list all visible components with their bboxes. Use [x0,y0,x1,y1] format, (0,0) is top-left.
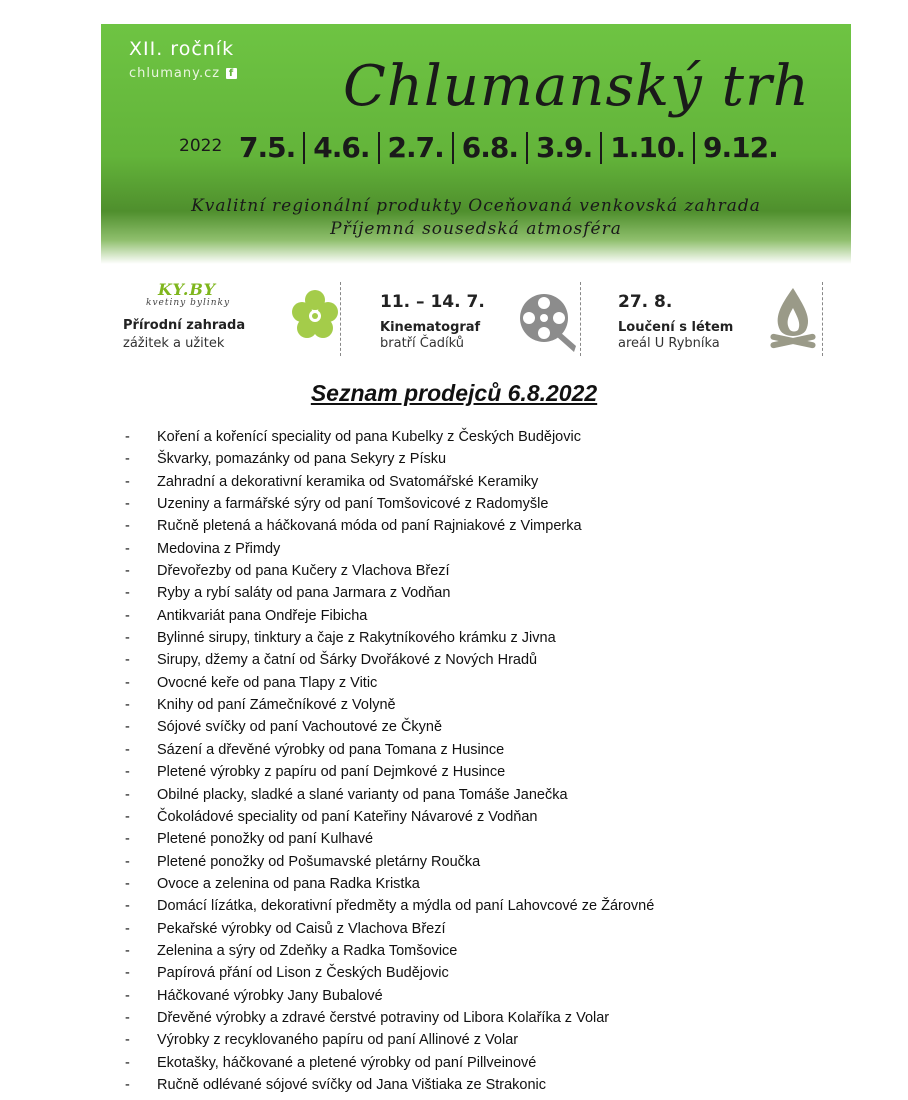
market-date: 3.9. [526,132,600,164]
market-date: 1.10. [600,132,693,164]
vendor-text: Háčkované výrobky Jany Bubalové [157,987,383,1004]
market-date: 4.6. [303,132,377,164]
vendor-text: Pletené ponožky od paní Kulhavé [157,831,374,848]
market-dates [239,132,786,164]
edition-label: XII. ročník [129,38,235,60]
vendor-text: Dřevěné výrobky a zdravé čerstvé potraviny od Libora Kolaříka z Volar [157,1009,610,1026]
event-garden [118,278,338,360]
list-bullet: - [125,697,130,714]
vendor-text: Pekařské výrobky od Caisů z Vlachova Březí [157,920,446,937]
list-bullet: - [125,1009,130,1026]
slogan-line-1: Kvalitní regionální produkty Oceňovaná venkovská zahrada [191,196,761,216]
website-link[interactable] [129,66,237,81]
page-title: Seznam prodejců 6.8.2022 [310,380,598,406]
kyby-logo: KY.BY [158,280,217,299]
divider [340,282,341,356]
list-bullet: - [125,496,130,513]
list-bullet: - [125,585,130,602]
events-strip [118,278,838,360]
vendor-text: Domácí lízátka, dekorativní předměty a mýdla od paní Lahovcové ze Žárovné [157,898,655,915]
list-bullet: - [125,831,130,848]
banner-year: 2022 [179,136,223,156]
vendor-text: Ovoce a zelenina od pana Radka Kristka [157,875,420,892]
event-date: 27. 8. [618,292,673,312]
vendor-text: Ryby a rybí saláty od pana Jarmara z Vodňan [157,585,451,602]
event-subtitle: bratří Čadíků [380,336,465,351]
list-bullet: - [125,875,130,892]
event-title: Loučení s létem [618,320,734,335]
list-bullet: - [125,853,130,870]
vendor-text: Zahradní a dekorativní keramika od Svatomářské Keramiky [157,473,539,490]
vendor-text: Pletené výrobky z papíru od paní Dejmkové z Husince [157,764,506,781]
vendor-text: Medovina z Přimdy [157,540,281,557]
list-bullet: - [125,786,130,803]
list-bullet: - [125,1032,130,1049]
vendor-text: Ručně pletená a háčkovaná móda od paní Rajniakové z Vimperka [157,518,582,535]
divider [822,282,823,356]
market-date: 2.7. [378,132,452,164]
list-bullet: - [125,1054,130,1071]
list-bullet: - [125,965,130,982]
market-date: 6.8. [452,132,526,164]
list-bullet: - [125,674,130,691]
campfire-icon [766,284,820,356]
slogan-line-2: Příjemná sousedská atmosféra [330,219,622,239]
event-date: 11. – 14. 7. [380,292,485,312]
website-text: chlumany.cz [129,66,221,81]
list-bullet: - [125,518,130,535]
event-subtitle: areál U Rybníka [618,336,720,351]
list-bullet: - [125,607,130,624]
market-date: 7.5. [239,131,296,164]
market-banner [101,24,851,264]
vendor-text: Škvarky, pomazánky od pana Sekyry z Písku [157,451,447,468]
vendor-text: Ekotašky, háčkované a pletené výrobky od paní Pillveinové [157,1054,537,1071]
list-bullet: - [125,987,130,1004]
vendor-text: Antikvariát pana Ondřeje Fibicha [157,607,368,624]
list-bullet: - [125,429,130,445]
list-bullet: - [125,1076,130,1093]
vendor-text: Koření a kořenící speciality od pana Kubelky z Českých Budějovic [157,429,581,445]
vendor-text: Dřevořezby od pana Kučery z Vlachova Březí [157,563,450,580]
vendor-text: Pletené ponožky od Pošumavské pletárny Roučka [157,853,481,870]
vendor-text: Sójové svíčky od paní Vachoutové ze Čkyně [157,719,443,736]
list-bullet: - [125,808,130,825]
vendor-text: Sirupy, džemy a čatní od Šárky Dvořákové z Nových Hradů [157,652,538,669]
vendor-text: Zelenina a sýry od Zdeňky a Radka Tomšovice [157,942,458,959]
banner-title: Chlumanský trh [343,54,810,119]
list-bullet: - [125,741,130,758]
market-date: 9.12. [693,132,786,164]
vendor-text: Obilné placky, sladké a slané varianty od pana Tomáše Janečka [157,786,568,803]
vendor-text: Papírová přání od Lison z Českých Budějovic [157,965,449,982]
list-bullet: - [125,898,130,915]
list-bullet: - [125,563,130,580]
vendor-text: Uzeniny a farmářské sýry od paní Tomšovicové z Radomyšle [157,496,549,513]
list-bullet: - [125,652,130,669]
list-bullet: - [125,473,130,490]
vendor-text: Knihy od paní Zámečníkové z Volyně [157,697,396,714]
list-bullet: - [125,451,130,468]
list-bullet: - [125,764,130,781]
event-title: Kinematograf [380,320,481,335]
kyby-logo-sub: kvetiny bylinky [146,298,231,308]
list-bullet: - [125,630,130,647]
facebook-icon[interactable]: f [226,68,237,79]
event-cinema [350,278,590,360]
flower-icon [290,286,340,352]
list-bullet: - [125,719,130,736]
film-reel-icon [516,286,578,356]
list-bullet: - [125,942,130,959]
list-bullet: - [125,540,130,557]
vendor-text: Čokoládové speciality od paní Kateřiny Návarové z Vodňan [157,808,538,825]
list-bullet: - [125,920,130,937]
vendor-text: Výrobky z recyklovaného papíru od paní Allinové z Volar [157,1032,519,1049]
vendor-text: Sázení a dřevěné výrobky od pana Tomana z Husince [157,741,505,758]
vendor-text: Bylinné sirupy, tinktury a čaje z Rakytníkového krámku z Jivna [157,630,556,647]
divider [580,282,581,356]
vendor-text: Ovocné keře od pana Tlapy z Vitic [157,674,378,691]
vendor-text: Ručně odlévané sójové svíčky od Jana Vištiaka ze Strakonic [157,1076,547,1093]
event-subtitle: zážitek a užitek [123,336,225,351]
event-summer-farewell [590,278,830,360]
event-title: Přírodní zahrada [123,318,246,333]
